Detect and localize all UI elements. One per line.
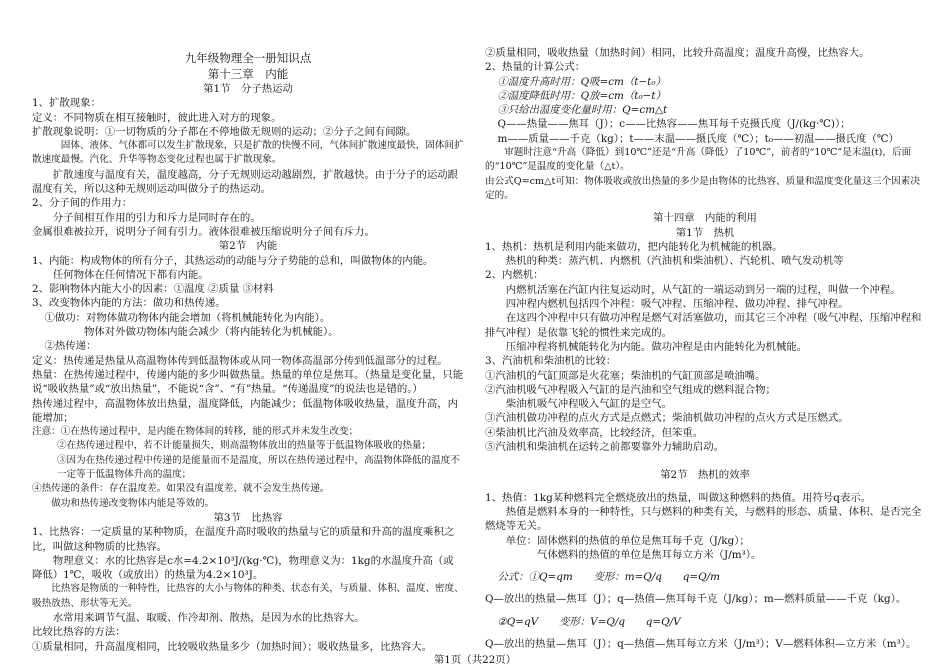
body-line: 单位：固体燃料的热值的单位是焦耳每千克（J/kg）； [505, 534, 750, 547]
body-line: ④柴油机比汽油及效率高，比较经济，但笨重。 [485, 426, 704, 439]
formula-line: ③只给出温度变化量时用：Q=cm△t [497, 104, 668, 117]
body-line: 扩散现象说明：①一切物质的分子都在不停地做无规则的运动；②分子之间有间隙。 [32, 125, 417, 138]
note-line: 由公式Q=cm△t可知：物体吸收或放出热量的多少是由物体的比热容、质量和温度变化量这三个因素决定的。 [485, 175, 920, 201]
spacer [485, 607, 925, 615]
body-line: 分子间相互作用的引力和斥力是同时存在的。 [52, 211, 261, 224]
body-line: ①做功：对物体做功物体内能会增加（将机械能转化为内能）。 [44, 311, 331, 324]
item-heading: 1、扩散现象： [32, 97, 101, 110]
chapter-14-heading: 第十四章 内能的利用 [653, 212, 757, 225]
item-heading: 2、热量的计算公式： [485, 61, 586, 74]
body-line: Q—放出的热量—焦耳（J）；q—热值—焦耳每千克（J/kg）；m—燃料质量——千克（kg）。 [485, 593, 907, 606]
spacer [485, 562, 925, 570]
item-heading: 2、分子间的作用力： [32, 197, 133, 210]
body-line: ①汽油机的气缸顶部是火花塞；柴油机的气缸顶部是喷油嘴。 [485, 369, 766, 382]
body-line: 任何物体在任何情况下都有内能。 [52, 268, 209, 281]
note-line: ③因为在热传递过程中传递的是能量而不是温度，所以在热传递过程中，高温物体降低的温度不一定等于低温物体升高的温度； [56, 454, 460, 481]
formula-line: ②Q=qV 变形：V=Q/q q=Q/V [497, 615, 681, 628]
body-line: 固体、液体、气体都可以发生扩散现象，只是扩散的快慢不同，气体间扩散速度最快，固体间扩散速度最慢。汽化、升华等物态变化过程也属于扩散现象。 [32, 140, 464, 166]
body-line: 热值是燃料本身的一种特性，只与燃料的种类有关，与燃料的形态、质量、体积、是否完全燃烧等无关。 [485, 505, 922, 533]
item-heading: 1、比热容：一定质量的某种物质，在温度升高时吸收的热量与它的质量和升高的温度乘积之比，叫做这种物质的比热容。 [32, 526, 455, 553]
body-line: 热机的种类：蒸汽机、内燃机（汽油机和柴油机）、汽轮机、喷气发动机等 [505, 255, 844, 268]
spacer [485, 483, 925, 491]
body-line: 热量：在热传递过程中，传递内能的多少叫做热量。热量的单位是焦耳。（热量是变化量，只能说“吸收热量”或“放出热量”，不能说“含”、“有”热量。“传递温度”的说法也是错的。） [32, 368, 464, 396]
body-line: ③汽油机做功冲程的点火方式是点燃式；柴油机做功冲程的点火方式是压燃式。 [485, 412, 849, 425]
item-heading: 2、影响物体内能大小的因素：①温度 ②质量 ③材料 [32, 283, 274, 296]
section-1-heading: 第1节 分子热运动 [203, 83, 293, 95]
right-column [485, 46, 925, 651]
body-line: 定义：不同物质在相互接触时，彼此进入对方的现象。 [32, 111, 282, 124]
note-line: 做功和热传递改变物体内能是等效的。 [51, 497, 215, 509]
section-3-heading: 第3节 比热容 [213, 511, 283, 524]
item-heading: 2、内燃机： [485, 269, 544, 282]
formula-line: ①温度升高时用：Q吸=cm（t−t₀） [497, 75, 666, 88]
body-line: 比较比热容的方法： [32, 626, 126, 639]
body-line: 金属很难被拉开，说明分子间有引力。液体很难被压缩说明分子间有斥力。 [32, 225, 375, 238]
chapter-13-heading: 第十三章 内能 [207, 67, 289, 81]
section-heading: 第1节 热机 [675, 226, 735, 239]
body-line: 比热容是物质的一种特性，比热容的大小与物体的种类、状态有关，与质量、体积、温度、密度、吸热放热、形状等无关。 [32, 583, 464, 609]
item-heading: 1、内能：构成物体的所有分子，其热运动的动能与分子势能的总和，叫做物体的内能。 [32, 254, 434, 267]
note-line: ②在热传递过程中，若不计能量损失，则高温物体放出的热量等于低温物体吸收的热量； [56, 440, 432, 452]
body-line: 内燃机活塞在汽缸内往复运动时，从气缸的一端运动到另一端的过程，叫做一个冲程。 [505, 283, 901, 296]
note-line: 审题时注意“升高（降低）到10℃”还是“升高（降低）了10℃”，前者的“10℃”是末温(t)，后面的“10℃”是温度的变化量（△t）。 [485, 147, 912, 173]
body-line: 物理意义：水的比热容是c水=4.2×10³J/(kg·℃)，物理意义为：1kg的水温度升高（或降低）1℃，吸收（或放出）的热量为4.2×10³J。 [32, 554, 454, 582]
body-line: ⑤汽油机和柴油机在运转之前都要靠外力辅助启动。 [485, 441, 724, 454]
note-line: ④热传递的条件：存在温度差。如果没有温度差，就不会发生热传递。 [32, 483, 330, 495]
body-line: 柴油机吸气冲程吸入气缸的是空气。 [505, 398, 673, 411]
body-line: ②质量相同，吸收热量（加热时间）相同，比较升高温度；温度升高慢，比热容大。 [485, 47, 870, 59]
section-heading: 第2节 热机的效率 [660, 469, 750, 482]
note-line: 注意：①在热传递过程中，是内能在物体间的转移，能的形式并未发生改变； [32, 426, 359, 438]
body-line: ②汽油机吸气冲程吸入气缸的是汽油和空气组成的燃料混合物； [485, 383, 776, 396]
body-line: 在这四个冲程中只有做功冲程是燃气对活塞做功，而其它三个冲程（吸气冲程、压缩冲程和排气冲程）是依靠飞轮的惯性来完成的。 [485, 312, 922, 339]
body-line: ②热传递： [44, 340, 97, 353]
body-line: 水常用来调节气温、取暖、作冷却剂、散热，是因为水的比热容大。 [52, 611, 365, 624]
formula-line: ②温度降低时用：Q放=cm（t₀−t） [497, 89, 666, 102]
document-title: 九年级物理全一册知识点 [184, 51, 312, 65]
spacer [485, 629, 925, 637]
spacer [485, 454, 925, 468]
body-line: 物体对外做功物体内能会减少（将内能转化为机械能）。 [84, 326, 339, 339]
body-line: ①质量相同，升高温度相同，比较吸收热量多少（加热时间）；吸收热量多，比热容大。 [32, 640, 433, 653]
spacer [485, 203, 925, 211]
page-footer: 第1页（共22页） [433, 654, 517, 666]
formula-line: 公式：①Q=qm 变形：m=Q/q q=Q/m [497, 571, 720, 584]
body-line: 扩散速度与温度有关，温度越高，分子无规则运动越剧烈，扩散越快。由于分子的运动跟温度有关，所以这种无规则运动叫做分子的热运动。 [32, 168, 459, 196]
body-line: 压缩冲程将机械能转化为内能。做功冲程是由内能转化为机械能。 [505, 340, 808, 353]
body-line: m——质量——千克（kg）；t——末温——摄氏度（℃）；t₀——初温——摄氏度（℃） [497, 132, 899, 145]
left-column [32, 50, 464, 654]
body-line: Q——热量——焦耳（J）；c——比热容——焦耳每千克摄氏度（J/(kg·℃)）； [497, 118, 851, 131]
body-line: Q—放出的热量—焦耳（J）；q—热值—焦耳每立方米（J/m³）；V—燃料体积—立方米（m³）。 [485, 637, 917, 650]
section-2-heading: 第2节 内能 [218, 240, 278, 253]
body-line: 定义：热传递是热量从高温物体传到低温物体或从同一物体高温部分传到低温部分的过程。 [32, 354, 448, 367]
item-heading: 3、改变物体内能的方法：做功和热传递。 [32, 297, 226, 310]
item-heading: 1、热值：1kg某种燃料完全燃烧放出的热量，叫做这种燃料的热值。用符号q表示。 [485, 491, 872, 504]
body-line: 气体燃料的热值的单位是焦耳每立方米（J/m³）。 [537, 548, 762, 561]
item-heading: 3、汽油机和柴油机的比较： [485, 355, 617, 368]
item-heading: 1、热机：热机是利用内能来做功，把内能转化为机械能的机器。 [485, 240, 783, 253]
body-line: 四冲程内燃机包括四个冲程：吸气冲程、压缩冲程、做功冲程、排气冲程。 [505, 298, 849, 311]
body-line: 热传递过程中，高温物体放出热量，温度降低，内能减少；低温物体吸收热量，温度升高，内能增加； [32, 397, 459, 424]
spacer [485, 584, 925, 592]
